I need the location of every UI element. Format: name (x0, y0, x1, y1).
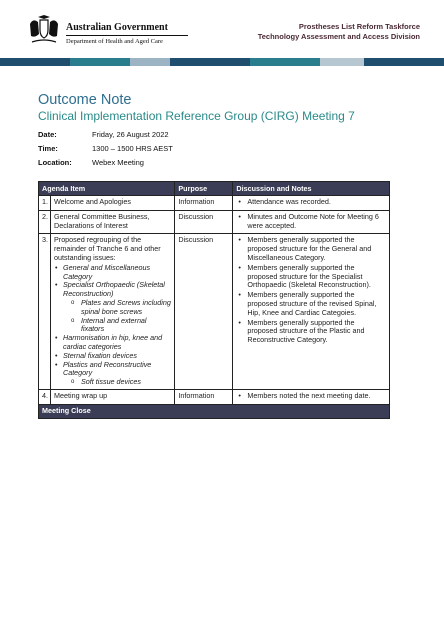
stripe-segment (364, 58, 444, 66)
time-value: 1300 – 1500 HRS AEST (92, 143, 173, 153)
stripe-segment (170, 58, 250, 66)
stripe-segment (130, 58, 170, 66)
notes-cell (233, 196, 390, 211)
notes-cell (233, 389, 390, 404)
note-item: • Members generally supported the proposed structure of the Plastic and Reconstructive Category. (236, 319, 386, 345)
notes-cell (233, 210, 390, 234)
note-item: • Attendance was recorded. (236, 198, 386, 207)
taskforce-name: Prostheses List Reform Taskforce (298, 22, 420, 31)
location-row (38, 155, 173, 169)
header-agenda-item: Agenda Item (39, 182, 175, 196)
table-header-row (39, 182, 390, 196)
table-row (39, 389, 390, 404)
sub-item-text: Specialist Orthopaedic (Skeletal Reconstruction) (63, 280, 165, 299)
government-name: Australian Government (66, 22, 168, 33)
agenda-item: General Committee Business, Declarations of Interest (51, 210, 175, 234)
stripe-segment (320, 58, 364, 66)
date-label: Date: (38, 129, 57, 139)
notes-cell (233, 234, 390, 390)
note-item: • Members generally supported the proposed structure for the Specialist Orthopaedic (Skeletal Reconstruction). (236, 264, 386, 290)
division-name: Technology Assessment and Access Division (257, 32, 420, 41)
sub-sub-item: o Plates and Screws including spinal bone screws (63, 299, 171, 317)
note-item: • Minutes and Outcome Note for Meeting 6 were accepted. (236, 213, 386, 231)
purpose-cell: Discussion (175, 234, 233, 390)
coat-of-arms-icon (24, 14, 64, 48)
page-title: Outcome Note (38, 92, 132, 108)
header-rule (66, 35, 188, 36)
purpose-cell: Discussion (175, 210, 233, 234)
date-row (38, 127, 173, 141)
header-division (258, 22, 420, 42)
location-label: Location: (38, 157, 72, 167)
header-stripe (0, 58, 444, 66)
agenda-item: Meeting wrap up (51, 389, 175, 404)
meeting-close-label: Meeting Close (39, 404, 390, 418)
agenda-item (51, 234, 175, 390)
time-row (38, 141, 173, 155)
sub-item-list (54, 264, 171, 387)
row-number: 1. (39, 196, 51, 211)
department-name: Department of Health and Aged Care (66, 38, 163, 45)
table-row (39, 210, 390, 234)
time-label: Time: (38, 143, 58, 153)
note-item: • Members generally supported the proposed structure of the revised Spinal, Hip, Knee and Cardiac Categoies. (236, 291, 386, 317)
sub-sub-item: o Internal and external fixators (63, 317, 171, 335)
page-subtitle: Clinical Implementation Reference Group (CIRG) Meeting 7 (38, 109, 355, 123)
table-row (39, 234, 390, 390)
stripe-segment (70, 58, 130, 66)
purpose-cell: Information (175, 389, 233, 404)
sub-item: • Sternal fixation devices (54, 352, 171, 361)
sub-item: • General and Miscellaneous Category (54, 264, 171, 282)
header-discussion: Discussion and Notes (233, 182, 390, 196)
row-number: 3. (39, 234, 51, 390)
stripe-segment (250, 58, 320, 66)
sub-item-text: Plastics and Reconstructive Category (63, 359, 152, 378)
table-row (39, 196, 390, 211)
row-number: 2. (39, 210, 51, 234)
row-number: 4. (39, 389, 51, 404)
note-item: • Members noted the next meeting date. (236, 392, 386, 401)
meeting-close-row (39, 404, 390, 418)
agenda-item: Welcome and Apologies (51, 196, 175, 211)
agenda-item-text: Proposed regrouping of the remainder of Tranche 6 and other outstanding issues: (54, 235, 161, 262)
agenda-table (38, 181, 390, 419)
sub-item (54, 361, 171, 387)
purpose-cell: Information (175, 196, 233, 211)
date-value: Friday, 26 August 2022 (92, 129, 169, 139)
header-purpose: Purpose (175, 182, 233, 196)
sub-sub-item: o Soft tissue devices (63, 378, 171, 387)
stripe-segment (0, 58, 70, 66)
note-item: • Members generally supported the proposed structure for the General and Miscellaneous Category. (236, 236, 386, 262)
meeting-details (38, 127, 173, 169)
location-value: Webex Meeting (92, 157, 144, 167)
sub-item (54, 281, 171, 334)
sub-item: • Harmonisation in hip, knee and cardiac categories (54, 334, 171, 352)
